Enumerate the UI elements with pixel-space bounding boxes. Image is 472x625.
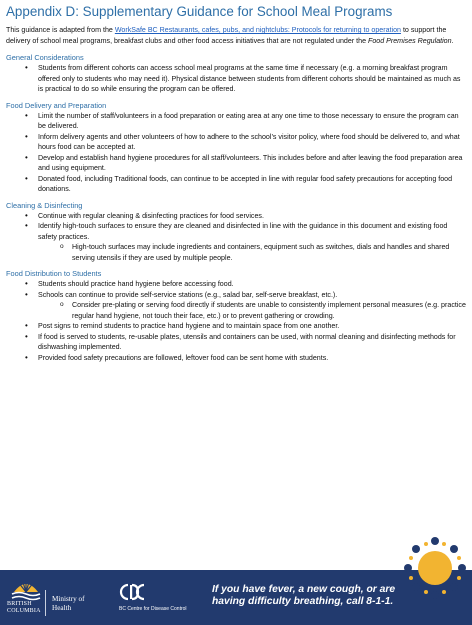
sections-container bbox=[6, 53, 466, 363]
intro-after-link: to support the delivery of school meal programs, breakfast clubs and other food access initiatives that are not regulated under the bbox=[6, 26, 447, 45]
section-list bbox=[6, 279, 466, 363]
intro-end: . bbox=[451, 36, 454, 45]
health-message-line2: having difficulty breathing, call 8-1-1. bbox=[212, 596, 394, 607]
bc-wordmark-line1: BRITISH bbox=[7, 601, 32, 607]
health-message-line1: If you have fever, a new cough, or are bbox=[212, 584, 396, 595]
bullet-item: • Donated food, including Traditional foods, can continue to be accepted in line with regular food safety precautions for accepting food donations. bbox=[6, 174, 466, 195]
section-heading: Food Distribution to Students bbox=[6, 269, 102, 278]
bullet-item: • Provided food safety precautions are followed, leftover food can be sent home with students. bbox=[6, 353, 466, 364]
ministry-line2: Health bbox=[52, 603, 72, 612]
bullet-item: • Continue with regular cleaning & disinfecting practices for food services. bbox=[6, 211, 466, 222]
sub-bullet-item: o High-touch surfaces may include ingredients and containers, equipment such as switches, dials and handles and shared serving utensils if they are used by multiple people. bbox=[6, 242, 466, 263]
bullet-item: • Inform delivery agents and other volunteers of how to adhere to the school’s visitor policy, where food should be delivered to, and what hours food can be accepted at. bbox=[6, 132, 466, 153]
bullet-item: • If food is served to students, re-usable plates, utensils and containers can be used, with normal cleaning and disinfecting methods for dishwashing implemented. bbox=[6, 332, 466, 353]
bc-wordmark bbox=[7, 601, 41, 615]
bullet-item: • Limit the number of staff/volunteers in a food preparation or eating area at any one time to those necessary to ensure the program can be delivered. bbox=[6, 111, 466, 132]
regulation-name: Food Premises Regulation bbox=[367, 36, 452, 45]
sub-bullet-item: o Consider pre-plating or serving food directly if students are unable to consistently implement personal measures (e.g. practice regular hand hygiene, not touch their face, etc.) or to prevent gathering or crowding. bbox=[6, 300, 466, 321]
section-list bbox=[6, 111, 466, 195]
bullet-item: • Schools can continue to provide self-service stations (e.g., salad bar, self-serve breakfast, etc.). bbox=[6, 290, 466, 301]
intro-before-link: This guidance is adapted from the bbox=[6, 26, 115, 34]
section-heading: Food Delivery and Preparation bbox=[6, 100, 107, 110]
bccdc-name: BC Centre for Disease Control bbox=[119, 606, 187, 612]
document-page bbox=[6, 4, 466, 363]
bccdc-logo bbox=[118, 582, 146, 602]
people-circle-graphic bbox=[398, 528, 472, 608]
bullet-item: • Post signs to remind students to practice hand hygiene and to maintain space from one another. bbox=[6, 321, 466, 332]
section-heading: Cleaning & Disinfecting bbox=[6, 200, 83, 210]
page-title: Appendix D: Supplementary Guidance for School Meal Programs bbox=[6, 4, 393, 19]
bullet-item: • Students should practice hand hygiene before accessing food. bbox=[6, 279, 466, 290]
ministry-line1: Ministry of bbox=[52, 595, 85, 603]
ministry-of-health bbox=[52, 595, 85, 612]
footer-divider bbox=[45, 590, 46, 616]
section-heading: General Considerations bbox=[6, 53, 84, 62]
section-list bbox=[6, 63, 466, 95]
worksafe-protocol-link[interactable]: WorkSafe BC Restaurants, cafes, pubs, and nightclubs: Protocols for returning to operation bbox=[114, 26, 401, 34]
health-message bbox=[212, 584, 395, 608]
bc-wordmark-line2: COLUMBIA bbox=[7, 608, 41, 614]
bullet-item: • Identify high-touch surfaces to ensure they are cleaned and disinfected in line with the guidance in this document and existing food safety practices. bbox=[6, 221, 466, 242]
intro-paragraph bbox=[6, 25, 466, 46]
bullet-item: • Develop and establish hand hygiene procedures for all staff/volunteers. This includes before and after leaving the food preparation area and using equipment. bbox=[6, 153, 466, 174]
bullet-item: • Students from different cohorts can access school meal programs at the same time if necessary (e.g. a morning breakfast program offered only to students who may need it). Physical distance between students from different cohorts should be maintained as much as is practical to do so while ensuring the program can be offered. bbox=[6, 63, 466, 95]
section-list bbox=[6, 211, 466, 264]
